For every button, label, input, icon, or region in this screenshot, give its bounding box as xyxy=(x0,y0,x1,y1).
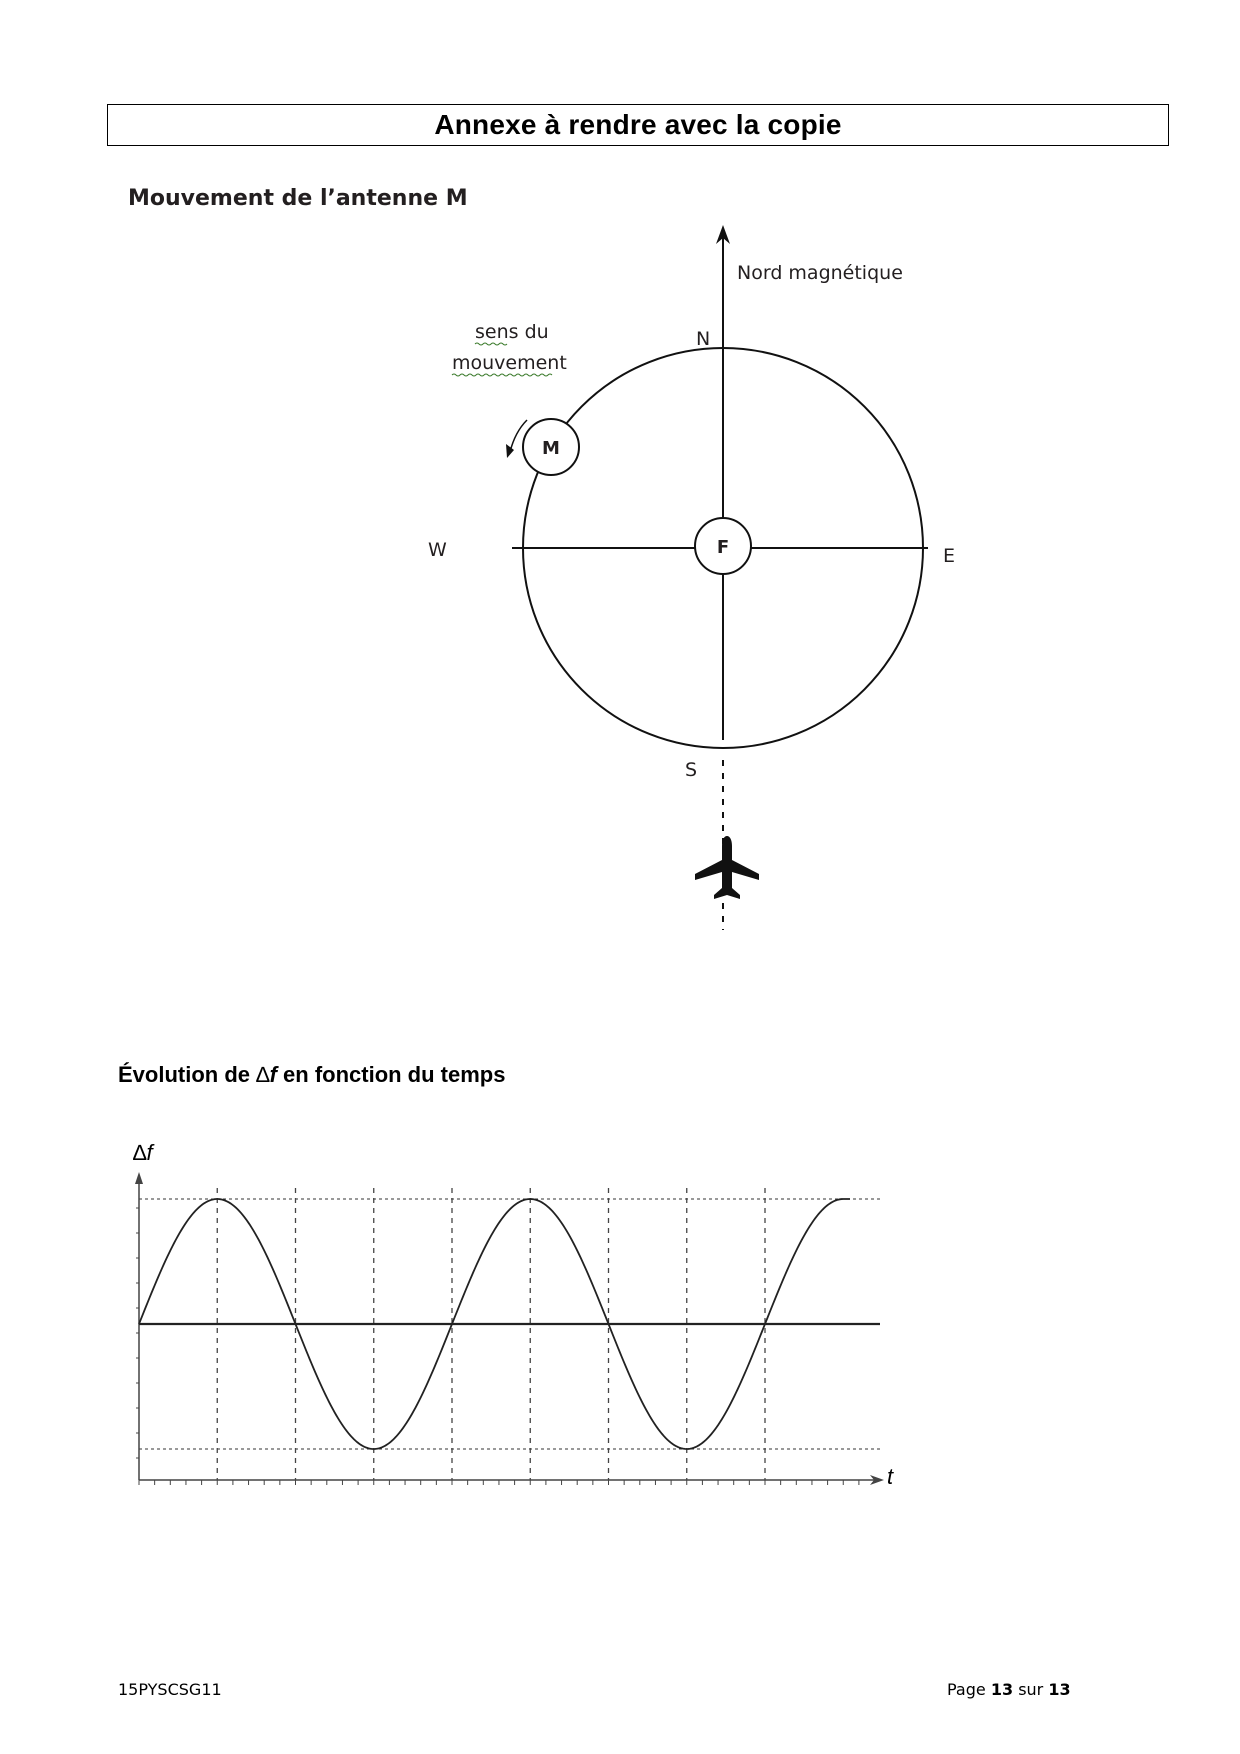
chart-xlabel: t xyxy=(887,1464,894,1489)
footer-page-current: 13 xyxy=(990,1680,1014,1699)
section-title-delta-f xyxy=(118,1062,505,1088)
direction-label-line2: mouvement xyxy=(452,352,567,374)
chart-ylabel-var: f xyxy=(146,1140,153,1165)
section-title-delta-f-prefix: Évolution de xyxy=(118,1062,257,1087)
footer-code: 15PYSCSG11 xyxy=(118,1680,222,1699)
section-title-delta-f-symbol: ∆ xyxy=(256,1062,270,1087)
antenna-m-label: M xyxy=(542,438,560,459)
footer-page-number xyxy=(947,1680,1071,1699)
footer-page-sep: sur xyxy=(1018,1680,1044,1699)
footer-page-total: 13 xyxy=(1048,1680,1071,1699)
delta-f-chart xyxy=(133,1140,894,1489)
compass-e-label: E xyxy=(943,545,956,567)
y-axis-arrowhead xyxy=(135,1172,143,1184)
chart-ylabel-delta: ∆ xyxy=(133,1140,147,1165)
page-title: Annexe à rendre avec la copie xyxy=(434,109,842,140)
antenna-f-label: F xyxy=(716,537,730,558)
spellcheck-underline-2 xyxy=(452,374,552,376)
section-title-antenna: Mouvement de l’antenne M xyxy=(128,186,468,211)
compass-n-label: N xyxy=(696,328,711,350)
direction-label-line1: sens du xyxy=(475,321,549,343)
section-title-delta-f-var: f xyxy=(269,1062,277,1087)
spellcheck-underline-1 xyxy=(475,343,507,345)
airplane-icon xyxy=(695,836,759,899)
compass-w-label: W xyxy=(428,539,447,561)
north-axis-label: Nord magnétique xyxy=(737,262,903,284)
compass-s-label: S xyxy=(685,759,698,781)
section-title-delta-f-suffix: en fonction du temps xyxy=(276,1062,506,1087)
chart-ylabel xyxy=(133,1140,155,1165)
footer-page-word: Page xyxy=(947,1680,986,1699)
